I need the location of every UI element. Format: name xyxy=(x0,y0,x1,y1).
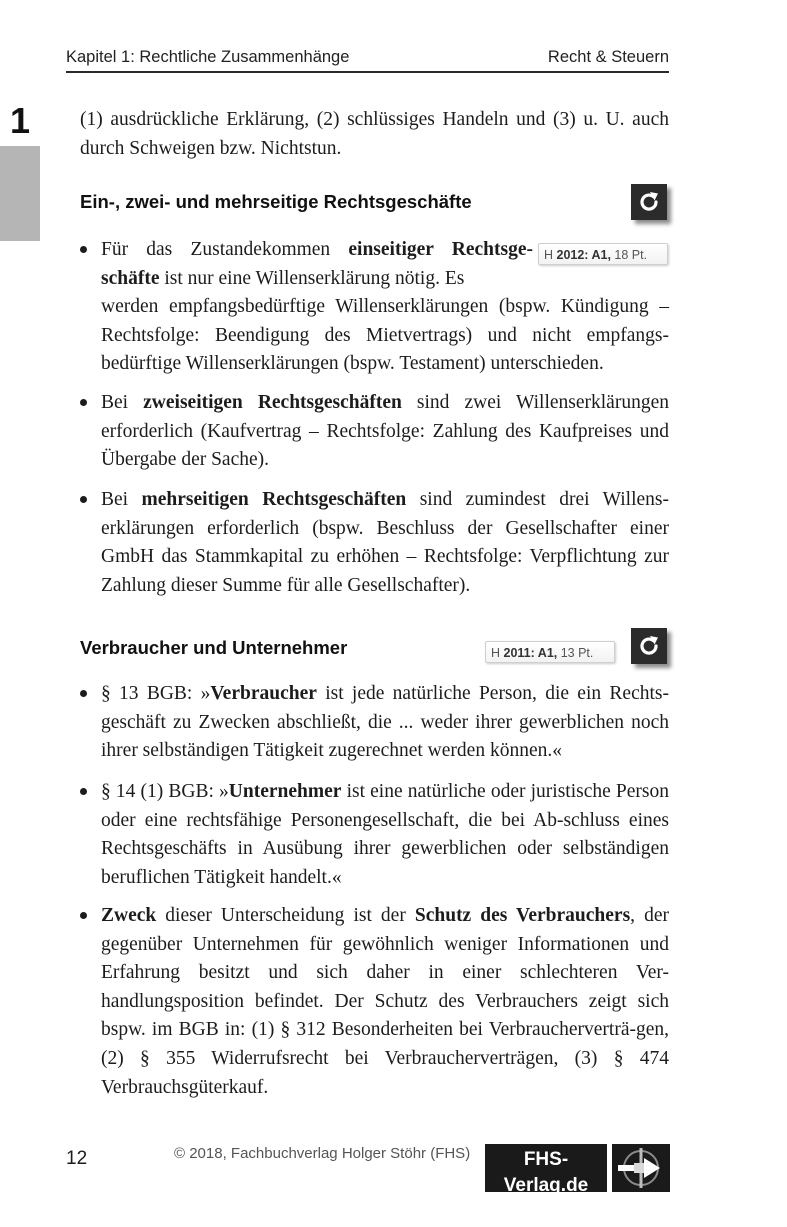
chapter-number: 1 xyxy=(0,96,40,146)
bullet-text: Zweck dieser Unterscheidung ist der Schutz des Verbrauchers, der gegenüber Unternehmen für gewöhnlich weniger Informationen und Erfahrung besitzt und sich daher in einer schlechteren Ver-handlungsposition befindet. Der Schutz des Verbrauchers zeigt sich bspw. im BGB in: (1) § 312 Besonderheiten bei Verbraucherverträ-gen, (2) § 355 Widerrufsrecht bei Verbraucherverträgen, (3) § 474 Verbrauchsgüterkauf. xyxy=(101,905,669,1098)
copyright-notice: © 2018, Fachbuchverlag Holger Stöhr (FHS) xyxy=(174,1145,471,1162)
bullet-continuation-first-line: ist nur eine Willenserklärung nötig. Es xyxy=(159,267,465,289)
running-header xyxy=(66,48,669,70)
bullet-zweck xyxy=(80,902,669,1102)
page-number: 12 xyxy=(66,1148,88,1169)
exam-reference-badge-2011: H 2011: A1, 13 Pt. xyxy=(485,641,615,663)
chapter-tab xyxy=(0,96,40,241)
bullet-text: § 13 BGB: »Verbraucher ist jede natürliche Person, die ein Rechts-geschäft zu Zwecken abschließt, die ... weder ihrer gewerblichen noch ihrer selbständigen Tätigkeit zugerechnet werden können.« xyxy=(101,683,669,762)
bullet-mehrseitige xyxy=(80,486,669,600)
refresh-icon xyxy=(636,633,662,659)
logo-main-text: FHS-Verlag.de xyxy=(503,1149,589,1196)
bullet-dot xyxy=(80,912,87,919)
fhs-arrow-emblem-icon xyxy=(612,1144,670,1192)
refresh-button-section1[interactable] xyxy=(631,184,667,220)
bullet-dot xyxy=(80,690,87,697)
bullet-text: Bei zweiseitigen Rechtsgeschäften sind zwei Willenserklärungen erforderlich (Kaufvertrag – Rechtsfolge: Zahlung des Kaufpreises und Übergabe der Sache). xyxy=(101,392,669,471)
refresh-icon xyxy=(636,189,662,215)
bullet-dot xyxy=(80,496,87,503)
bullet-dot xyxy=(80,788,87,795)
section-title-rechtsgeschaefte: Ein-, zwei- und mehrseitige Rechtsgeschäfte xyxy=(80,191,472,212)
header-rule xyxy=(66,71,669,73)
bullet-text: § 14 (1) BGB: »Unternehmer ist eine natürliche oder juristische Person oder eine rechtsfähige Personengesellschaft, die bei Ab-schluss eines Rechtsgeschäfts in Ausübung ihrer gewerblichen oder selbständigen beruflichen Tätigkeit handelt.« xyxy=(101,781,669,888)
logo-sub-text: Fachbuchverlag Holger Stöhr xyxy=(496,1200,596,1225)
section-title-verbraucher-unternehmer: Verbraucher und Unternehmer xyxy=(80,637,348,658)
bullet-verbraucher xyxy=(80,680,669,768)
intro-paragraph: (1) ausdrückliche Erklärung, (2) schlüssiges Handeln und (3) u. U. auch durch Schweigen bzw. Nichtstun. xyxy=(80,109,669,159)
refresh-button-section2[interactable] xyxy=(631,628,667,664)
bullet-einseitige-continuation: werden empfangsbedürftige Willenserklärungen (bspw. Kündigung – Rechtsfolge: Beendigung des Mietvertrags) und nicht empfangs-bedürftige Willenserklärungen (bspw. Testament) unterschieden. xyxy=(101,296,669,375)
bullet-zweiseitige xyxy=(80,389,669,475)
bullet-unternehmer xyxy=(80,778,669,892)
exam-reference-badge-2012: H 2012: A1, 18 Pt. xyxy=(538,243,668,265)
header-chapter-title: Kapitel 1: Rechtliche Zusammenhänge xyxy=(66,48,350,66)
bullet-dot xyxy=(80,399,87,406)
bullet-text: Für das Zustandekommen einseitiger Rechtsge- schäfte ist nur eine Willenserklärung nötig. Es xyxy=(101,239,533,289)
header-book-title: Recht & Steuern xyxy=(547,48,669,66)
bullet-dot xyxy=(80,246,87,253)
bullet-text: Bei mehrseitigen Rechtsgeschäften sind zumindest drei Willens-erklärungen erforderlich (bspw. Beschluss der Gesellschafter einer GmbH das Stammkapital zu erhöhen – Rechtsfolge: Verpflichtung zur Zahlung dieser Summe für alle Gesellschafter). xyxy=(101,489,669,596)
publisher-logo[interactable] xyxy=(485,1144,607,1225)
